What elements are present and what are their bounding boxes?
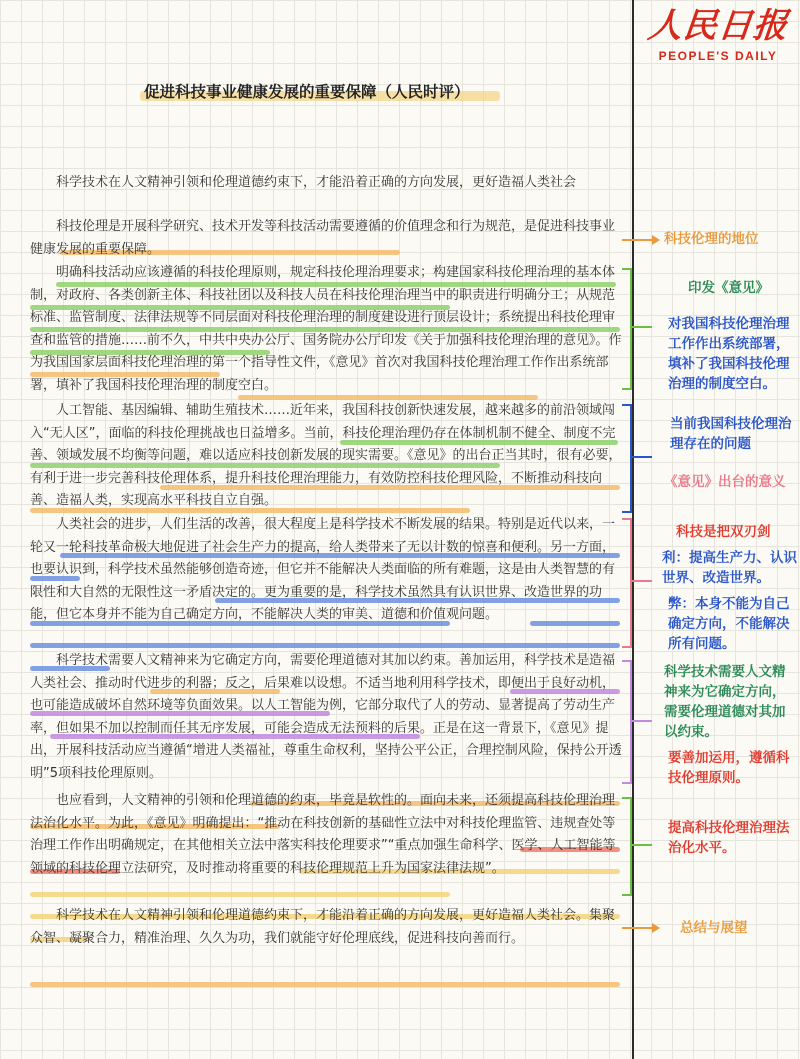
connector-arrow — [652, 235, 660, 245]
highlight-mark — [30, 892, 450, 897]
connector-line — [632, 844, 652, 846]
paragraph-text: 科学技术在人文精神引领和伦理道德约束下，才能沿着正确的方向发展，更好造福人类社会。集聚众智、凝聚合力，精准治理、久久为功，我们就能守好伦理底线，促进科技向善而行。 — [30, 908, 616, 946]
annotation-rule-of-law: 提高科技伦理治理法治化水平。 — [668, 820, 790, 856]
connector-line — [632, 580, 652, 582]
paragraph-text: 人类社会的进步，人们生活的改善，很大程度上是科学技术不断发展的结果。特别是近代以来，一轮又一轮科技革命极大地促进了社会生产力的提高，给人类带来了无以计数的惊喜和便利。另一方面，也要认识到，科学技术虽然能够创造奇迹，但它并不能解决人类面临的所有难题，这是由人类智慧的有限性和大自然的无限性这一矛盾决定的。更为重要的是，科学技术虽然具有认识世界、改造世界的功能，但它本身并不能为自己确定方向，不能解决人类的审美、道德和价值观问题。 — [30, 517, 616, 623]
annotation-double-edged: 科技是把双刃剑 — [676, 524, 771, 540]
connector-line — [622, 239, 652, 241]
page-title: 促进科技事业健康发展的重要保障（人民时评） — [144, 83, 470, 101]
annotation-opinion-significance: 《意见》出台的意义 — [664, 474, 786, 490]
paragraph-text: 人工智能、基因编辑、辅助生殖技术……近年来，我国科技创新快速发展，越来越多的前沿领域闯入“无人区”，面临的科技伦理挑战也日益增多。当前，科技伦理治理仍存在体制机制不健全、制度不完善、领域发展不均衡等问题，难以适应科技创新发展的现实需要。《意见》的出台正当其时，很有必要，有利于进一步完善科技伦理体系，提升科技伦理治理能力，有效防控科技伦理风险，不断推动科技向善、造福人类，实现高水平科技自立自强。 — [30, 403, 622, 509]
annotation-cons: 弊：本身不能为自己确定方向，不能解决所有问题。 — [668, 596, 790, 652]
bracket-pink — [622, 518, 632, 648]
logo-chinese: 人民日报 — [645, 6, 791, 46]
paragraph-text: 科技伦理是开展科学研究、技术开发等科技活动需要遵循的价值理念和行为规范，是促进科技事业健康发展的重要保障。 — [30, 219, 616, 257]
annotation-pros: 利：提高生产力、认识世界、改造世界。 — [662, 550, 797, 586]
paragraph-7 — [30, 905, 622, 950]
annotation-status: 科技伦理的地位 — [664, 231, 759, 247]
annotation-system-deployment: 对我国科技伦理治理工作作出系统部署，填补了我国科技伦理治理的制度空白。 — [668, 316, 790, 392]
highlight-mark — [30, 643, 620, 648]
subtitle-paragraph — [30, 172, 622, 195]
paragraph-5 — [30, 650, 622, 786]
paragraph-text: 科学技术需要人文精神来为它确定方向，需要伦理道德对其加以约束。善加运用，科学技术是造福人类社会、推动时代进步的利器；反之，后果难以设想。不适当地利用科学技术，即便出于良好动机，也可能造成破坏自然环境等负面效果。以人工智能为例，它部分取代了人的劳动、显著提高了劳动生产率，但如果不加以控制而任其无序发展，可能会造成无法预料的后果。正是在这一背景下，《意见》提出，开展科技活动应当遵循“增进人类福祉，尊重生命权利，坚持公平公正，合理控制风险，保持公开透明”5项科技伦理原则。 — [30, 653, 622, 781]
paragraph-4 — [30, 514, 622, 627]
highlight-mark — [30, 982, 620, 987]
logo-english: PEOPLE'S DAILY — [658, 49, 778, 63]
paragraph-1 — [30, 216, 622, 261]
annotation-current-problems: 当前我国科技伦理治理存在的问题 — [670, 416, 792, 452]
bracket-purple — [622, 660, 632, 784]
annotation-summary: 总结与展望 — [680, 920, 748, 936]
bracket-blue — [622, 404, 632, 513]
paragraph-2 — [30, 262, 622, 398]
vertical-divider — [632, 0, 634, 1059]
annotation-humanism: 科学技术需要人文精神来为它确定方向，需要伦理道德对其加以约束。 — [664, 664, 786, 740]
connector-arrow — [652, 923, 660, 933]
bracket-green-2 — [622, 797, 632, 896]
bracket-green — [622, 268, 632, 390]
people-daily-logo — [640, 4, 796, 76]
paragraph-3 — [30, 400, 622, 513]
connector-line — [632, 326, 652, 328]
paragraph-text: 科学技术在人文精神引领和伦理道德约束下，才能沿着正确的方向发展，更好造福人类社会 — [56, 175, 577, 190]
connector-line — [622, 927, 652, 929]
connector-line — [632, 456, 652, 458]
paragraph-6 — [30, 790, 622, 880]
paragraph-text: 也应看到，人文精神的引领和伦理道德的约束，毕竟是软性的。面向未来，还须提高科技伦理治理法治化水平。为此，《意见》明确提出：“推动在科技创新的基础性立法中对科技伦理监管、违规查处等治理工作作出明确规定，在其他相关立法中落实科技伦理要求”“重点加强生命科学、医学、人工智能等领域的科技伦理立法研究，及时推动将重要的科技伦理规范上升为国家法律法规”。 — [30, 793, 616, 876]
connector-line — [632, 720, 652, 722]
annotation-issue-opinion: 印发《意见》 — [688, 280, 769, 296]
paragraph-text: 明确科技活动应该遵循的科技伦理原则，规定科技伦理治理要求；构建国家科技伦理治理的基本体制，对政府、各类创新主体、科技社团以及科技人员在科技伦理治理当中的职责进行明确分工；从规范标准、监管制度、法律法规等不同层面对科技伦理治理的制度建设进行顶层设计；系统提出科技伦理审查和监管的措施……前不久，中共中央办公厅、国务院办公厅印发《关于加强科技伦理治理的意见》。作为我国国家层面科技伦理治理的第一个指导性文件，《意见》首次对我国科技伦理治理工作作出系统部署，填补了我国科技伦理治理的制度空白。 — [30, 265, 622, 393]
annotation-principles: 要善加运用，遵循科技伦理原则。 — [668, 750, 790, 786]
